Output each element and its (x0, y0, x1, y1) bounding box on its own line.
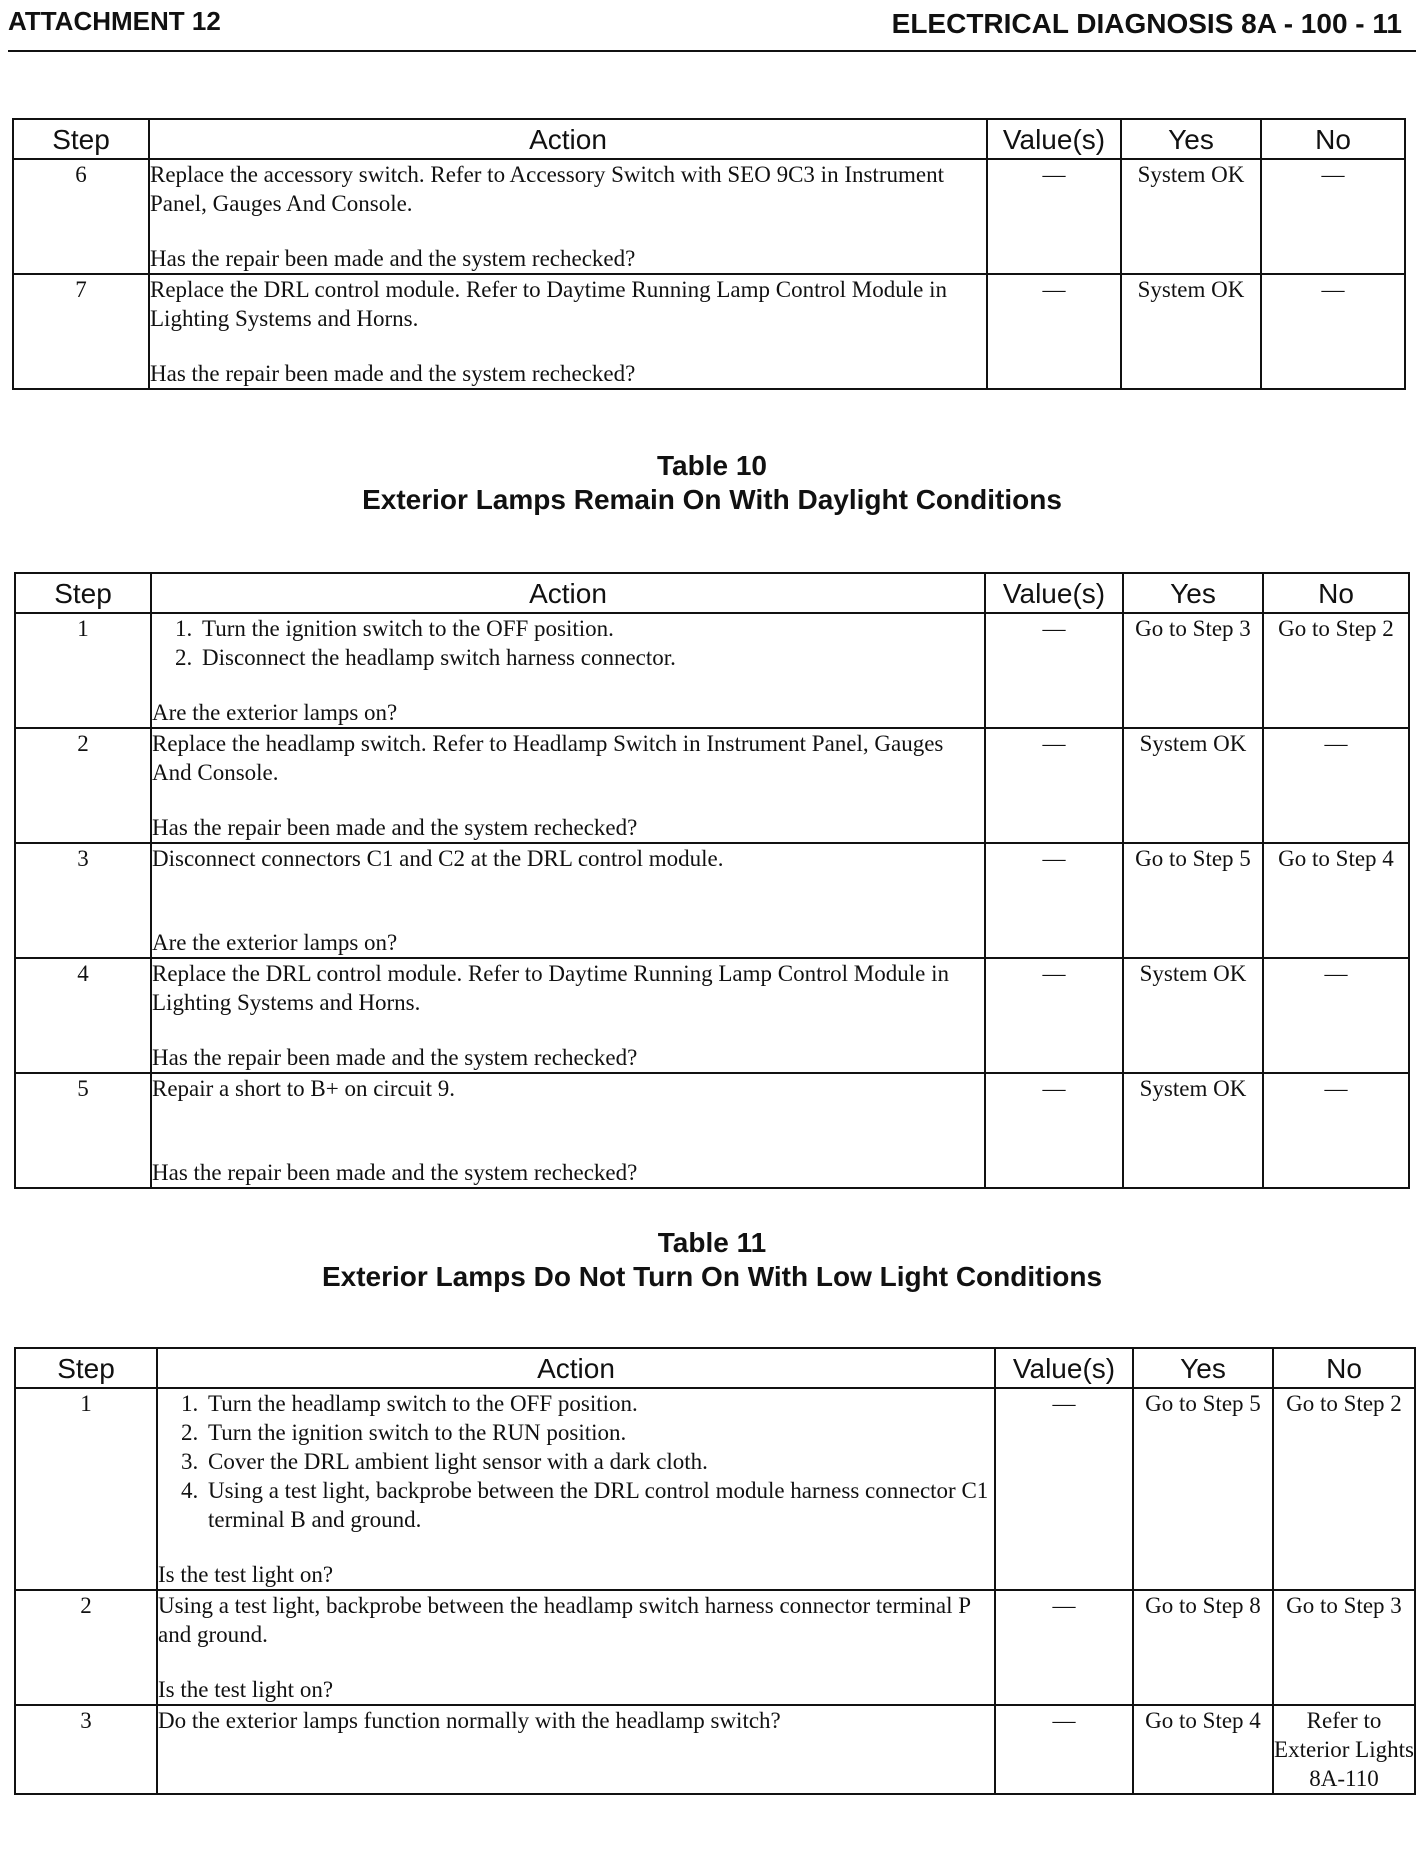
table-row (13, 274, 1405, 389)
table-row (15, 1590, 1415, 1705)
action-instructions (152, 614, 984, 672)
action-question: Is the test light on? (158, 1562, 334, 1587)
instruction-item: 1. Turn the headlamp switch to the OFF position. (204, 1389, 994, 1418)
no-result: — (1261, 159, 1405, 274)
table-body (13, 159, 1405, 389)
yes-result: Go to Step 3 (1123, 613, 1263, 728)
column-header-step: Step (15, 1348, 157, 1388)
yes-result: System OK (1123, 1073, 1263, 1188)
column-header-values: Value(s) (987, 119, 1121, 159)
table-10-heading (0, 449, 1424, 517)
table-row (15, 1073, 1409, 1188)
column-header-action: Action (151, 573, 985, 613)
instruction-item: 2. Turn the ignition switch to the RUN position. (204, 1418, 994, 1447)
instruction-item: 4. Using a test light, backprobe between the DRL control module harness connector C1 terminal B and ground. (204, 1476, 994, 1534)
action-instructions (158, 1389, 994, 1534)
instruction-list (152, 614, 984, 672)
value-cell: — (985, 958, 1123, 1073)
table-row (15, 613, 1409, 728)
value-cell: — (995, 1590, 1133, 1705)
yes-result: Go to Step 4 (1133, 1705, 1273, 1794)
column-header-yes: Yes (1123, 573, 1263, 613)
step-number: 1 (15, 613, 151, 728)
section-page-number: ELECTRICAL DIAGNOSIS 8A - 100 - 11 (891, 8, 1402, 39)
no-result: — (1263, 1073, 1409, 1188)
step-number: 1 (15, 1388, 157, 1590)
yes-result: System OK (1123, 728, 1263, 843)
no-result: — (1261, 274, 1405, 389)
no-result: Refer to Exterior Lights 8A-110 (1273, 1705, 1415, 1794)
column-header-values: Value(s) (995, 1348, 1133, 1388)
action-cell (149, 274, 987, 389)
action-question: Has the repair been made and the system rechecked? (152, 815, 638, 840)
instruction-item: 2. Disconnect the headlamp switch harness connector. (198, 643, 984, 672)
instruction-item: 1. Turn the ignition switch to the OFF position. (198, 614, 984, 643)
action-instructions (152, 844, 984, 902)
diagnostic-table-continued (12, 118, 1406, 390)
value-cell: — (995, 1705, 1133, 1794)
column-header-step: Step (15, 573, 151, 613)
instruction-item: 3. Cover the DRL ambient light sensor with a dark cloth. (204, 1447, 994, 1476)
column-header-no: No (1261, 119, 1405, 159)
attachment-label: ATTACHMENT 12 (8, 6, 221, 36)
action-text: Replace the accessory switch. Refer to Accessory Switch with SEO 9C3 in Instrument Panel, Gauges And Console. (150, 162, 944, 216)
step-number: 2 (15, 1590, 157, 1705)
step-number: 3 (15, 1705, 157, 1794)
action-instructions (158, 1706, 994, 1764)
action-question: Has the repair been made and the system rechecked? (150, 246, 636, 271)
action-cell (157, 1705, 995, 1794)
table-body (15, 1388, 1415, 1794)
no-result: Go to Step 2 (1273, 1388, 1415, 1590)
step-number: 7 (13, 274, 149, 389)
no-result: — (1263, 958, 1409, 1073)
table-header (13, 119, 1405, 159)
action-cell (157, 1388, 995, 1590)
value-cell: — (985, 613, 1123, 728)
action-text: Repair a short to B+ on circuit 9. (152, 1076, 455, 1101)
action-text: Disconnect connectors C1 and C2 at the DRL control module. (152, 846, 724, 871)
action-cell (151, 728, 985, 843)
action-question: Has the repair been made and the system rechecked? (152, 1160, 638, 1185)
column-header-yes: Yes (1133, 1348, 1273, 1388)
column-header-action: Action (157, 1348, 995, 1388)
table-row (15, 728, 1409, 843)
table-row (15, 958, 1409, 1073)
action-cell (151, 613, 985, 728)
column-header-yes: Yes (1121, 119, 1261, 159)
action-cell (151, 843, 985, 958)
table-11-heading (0, 1226, 1424, 1294)
action-question: Is the test light on? (158, 1677, 334, 1702)
action-text: Replace the DRL control module. Refer to Daytime Running Lamp Control Module in Lighting Systems and Horns. (152, 961, 949, 1015)
action-text: Do the exterior lamps function normally with the headlamp switch? (158, 1708, 781, 1733)
action-instructions (152, 1074, 984, 1132)
yes-result: Go to Step 5 (1123, 843, 1263, 958)
yes-result: System OK (1121, 159, 1261, 274)
value-cell: — (987, 274, 1121, 389)
no-result: — (1263, 728, 1409, 843)
action-instructions (152, 959, 984, 1017)
column-header-step: Step (13, 119, 149, 159)
value-cell: — (985, 1073, 1123, 1188)
yes-result: System OK (1123, 958, 1263, 1073)
value-cell: — (995, 1388, 1133, 1590)
action-instructions (152, 729, 984, 787)
diagnostic-table-10 (14, 572, 1410, 1189)
no-result: Go to Step 3 (1273, 1590, 1415, 1705)
step-number: 3 (15, 843, 151, 958)
step-number: 5 (15, 1073, 151, 1188)
table-10-number: Table 10 (657, 450, 767, 481)
action-question: Has the repair been made and the system rechecked? (150, 361, 636, 386)
step-number: 4 (15, 958, 151, 1073)
column-header-values: Value(s) (985, 573, 1123, 613)
yes-result: System OK (1121, 274, 1261, 389)
action-instructions (158, 1591, 994, 1649)
action-cell (149, 159, 987, 274)
table-header (15, 573, 1409, 613)
action-text: Replace the headlamp switch. Refer to Headlamp Switch in Instrument Panel, Gauges And Console. (152, 731, 944, 785)
action-cell (151, 1073, 985, 1188)
action-text: Using a test light, backprobe between the headlamp switch harness connector terminal P and ground. (158, 1593, 971, 1647)
column-header-no: No (1263, 573, 1409, 613)
instruction-list (158, 1389, 994, 1534)
column-header-no: No (1273, 1348, 1415, 1388)
action-question: Are the exterior lamps on? (152, 700, 398, 725)
action-text: Replace the DRL control module. Refer to Daytime Running Lamp Control Module in Lighting Systems and Horns. (150, 277, 947, 331)
table-body (15, 613, 1409, 1188)
table-row (13, 159, 1405, 274)
step-number: 6 (13, 159, 149, 274)
action-cell (151, 958, 985, 1073)
action-instructions (150, 275, 986, 333)
table-header (15, 1348, 1415, 1388)
yes-result: Go to Step 5 (1133, 1388, 1273, 1590)
table-11-number: Table 11 (657, 1227, 767, 1258)
value-cell: — (987, 159, 1121, 274)
action-cell (157, 1590, 995, 1705)
table-row (15, 843, 1409, 958)
table-row (15, 1705, 1415, 1794)
value-cell: — (985, 843, 1123, 958)
page-header (8, 0, 1416, 52)
value-cell: — (985, 728, 1123, 843)
table-10-title: Exterior Lamps Remain On With Daylight Conditions (362, 484, 1062, 515)
yes-result: Go to Step 8 (1133, 1590, 1273, 1705)
step-number: 2 (15, 728, 151, 843)
action-question: Are the exterior lamps on? (152, 930, 398, 955)
no-result: Go to Step 2 (1263, 613, 1409, 728)
action-instructions (150, 160, 986, 218)
no-result: Go to Step 4 (1263, 843, 1409, 958)
diagnostic-table-11 (14, 1347, 1416, 1795)
column-header-action: Action (149, 119, 987, 159)
action-question: Has the repair been made and the system rechecked? (152, 1045, 638, 1070)
table-11-title: Exterior Lamps Do Not Turn On With Low Light Conditions (321, 1261, 1103, 1292)
table-row (15, 1388, 1415, 1590)
